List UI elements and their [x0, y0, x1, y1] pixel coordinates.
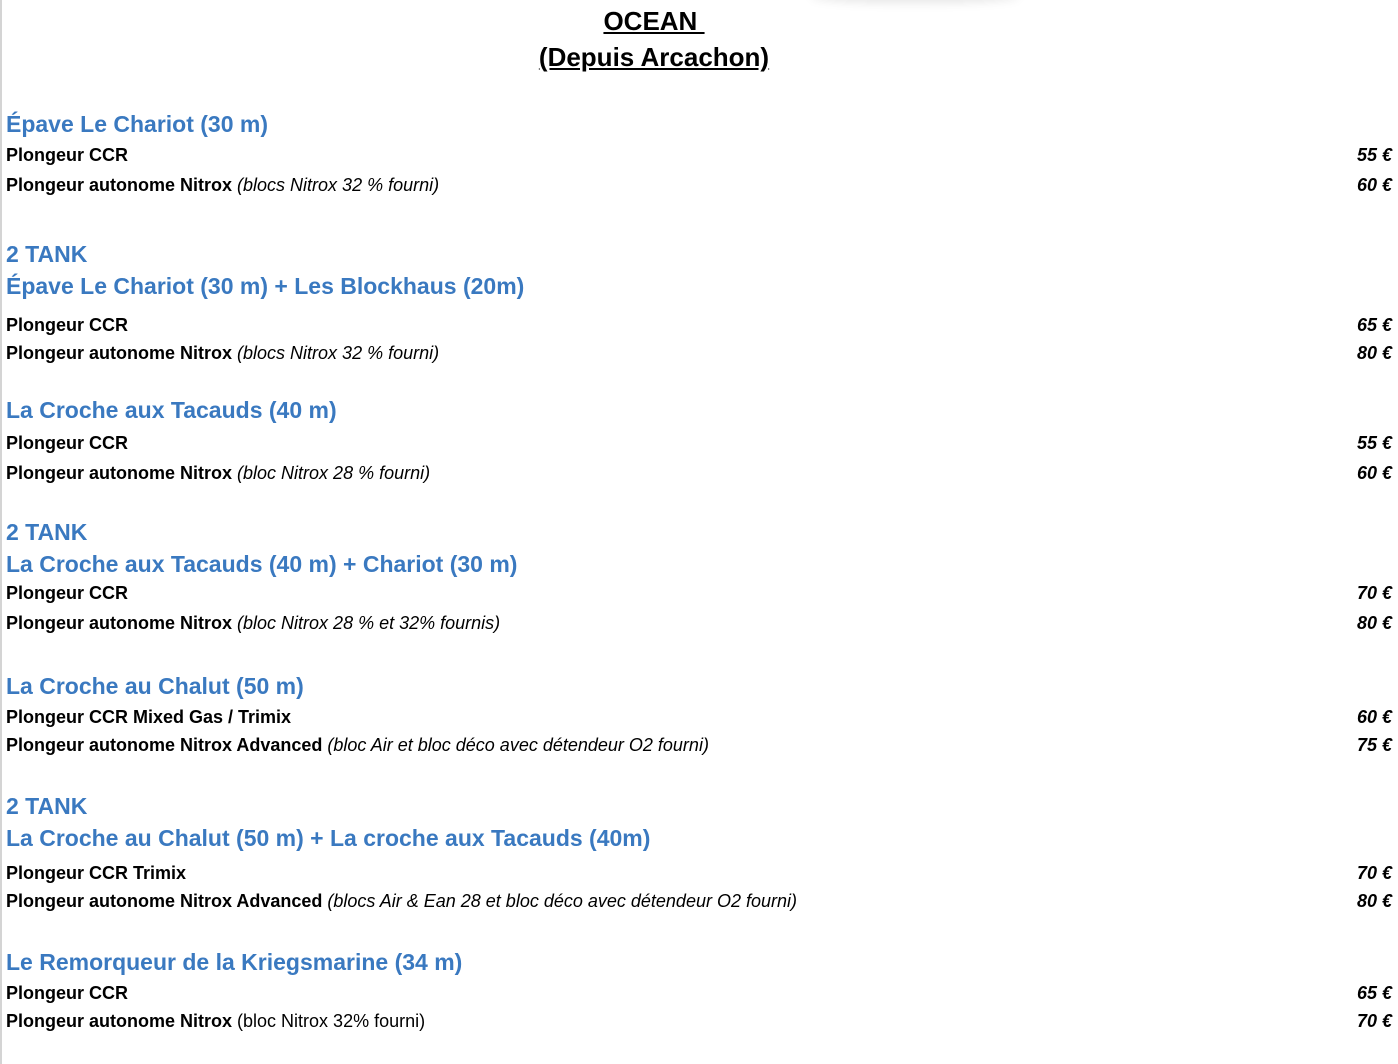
price-row [6, 861, 1392, 885]
price: 75 € [1356, 735, 1392, 755]
section-heading: Épave Le Chariot (30 m) + Les Blockhaus (20m) [6, 273, 525, 299]
diver-type: Plongeur autonome Nitrox Advanced [6, 891, 323, 911]
page-title: OCEAN [603, 6, 705, 36]
page-subtitle: (Depuis Arcachon) [538, 42, 770, 72]
price: 55 € [1356, 433, 1392, 453]
diver-type: Plongeur autonome Nitrox [6, 1011, 233, 1031]
price-row [6, 1009, 1392, 1033]
page-left-edge [0, 0, 2, 1064]
gear-note: (bloc Nitrox 28 % fourni) [237, 463, 431, 483]
section-heading: La Croche au Chalut (50 m) [6, 673, 304, 699]
price-row [6, 611, 1392, 635]
price: 55 € [1356, 145, 1392, 165]
price-row [6, 733, 1392, 757]
diver-type: Plongeur CCR [6, 583, 129, 603]
section-tag: 2 TANK [6, 241, 88, 267]
section-heading: Le Remorqueur de la Kriegsmarine (34 m) [6, 949, 463, 975]
diver-type: Plongeur autonome Nitrox [6, 175, 233, 195]
gear-note: (bloc Nitrox 28 % et 32% fournis) [237, 613, 501, 633]
price-row [6, 431, 1392, 455]
gear-note: (blocs Nitrox 32 % fourni) [237, 175, 440, 195]
section-heading: La Croche aux Tacauds (40 m) [6, 397, 337, 423]
gear-note: (bloc Nitrox 32% fourni) [237, 1011, 426, 1031]
price: 70 € [1356, 1011, 1392, 1031]
gear-note: (blocs Air & Ean 28 et bloc déco avec détendeur O2 fourni) [327, 891, 797, 911]
section-heading: La Croche au Chalut (50 m) + La croche aux Tacauds (40m) [6, 825, 651, 851]
gear-note: (blocs Nitrox 32 % fourni) [237, 343, 440, 363]
diver-type: Plongeur CCR Trimix [6, 863, 187, 883]
price-row [6, 981, 1392, 1005]
diver-type: Plongeur autonome Nitrox Advanced [6, 735, 323, 755]
price: 70 € [1356, 863, 1392, 883]
price-row [6, 341, 1392, 365]
price: 80 € [1356, 343, 1392, 363]
diver-type: Plongeur CCR [6, 315, 129, 335]
diver-type: Plongeur CCR [6, 145, 129, 165]
price-row [6, 313, 1392, 337]
section-tag: 2 TANK [6, 519, 88, 545]
diver-type: Plongeur CCR [6, 983, 129, 1003]
section-heading: La Croche aux Tacauds (40 m) + Chariot (30 m) [6, 551, 518, 577]
section-heading: Épave Le Chariot (30 m) [6, 111, 269, 137]
price-row [6, 461, 1392, 485]
price-row [6, 889, 1392, 913]
price: 80 € [1356, 891, 1392, 911]
price: 65 € [1356, 983, 1392, 1003]
diver-type: Plongeur CCR Mixed Gas / Trimix [6, 707, 292, 727]
section-tag: 2 TANK [6, 793, 88, 819]
price: 60 € [1356, 707, 1392, 727]
price-row [6, 705, 1392, 729]
price: 80 € [1356, 613, 1392, 633]
price-row [6, 143, 1392, 167]
price-row [6, 173, 1392, 197]
price: 65 € [1356, 315, 1392, 335]
diver-type: Plongeur autonome Nitrox [6, 343, 233, 363]
price: 60 € [1356, 175, 1392, 195]
diver-type: Plongeur autonome Nitrox [6, 463, 233, 483]
price-row [6, 581, 1392, 605]
gear-note: (bloc Air et bloc déco avec détendeur O2 fourni) [327, 735, 709, 755]
price: 70 € [1356, 583, 1392, 603]
diver-type: Plongeur autonome Nitrox [6, 613, 233, 633]
price: 60 € [1356, 463, 1392, 483]
diver-type: Plongeur CCR [6, 433, 129, 453]
